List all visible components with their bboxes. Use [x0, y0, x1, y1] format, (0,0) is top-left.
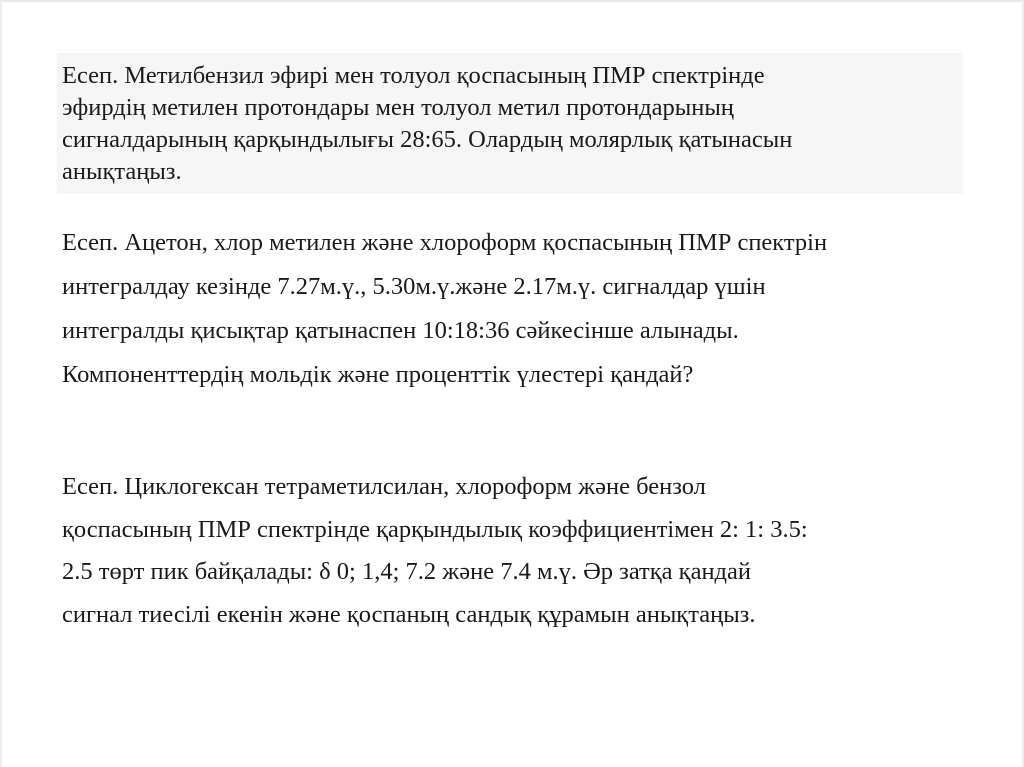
problem-3: [62, 466, 808, 636]
problem-1-line-3: сигналдарының қарқындылығы 28:65. Олардың молярлық қатынасын: [62, 126, 793, 153]
problem-3-line-1: Есеп. Циклогексан тетраметилсилан, хлороформ және бензол: [62, 473, 706, 500]
problem-1-line-2: эфирдің метилен протондары мен толуол метил протондарының: [62, 94, 734, 121]
problem-1-line-4: анықтаңыз.: [62, 158, 182, 185]
problem-2: [62, 221, 827, 397]
problem-2-line-1: Есеп. Ацетон, хлор метилен және хлороформ қоспасының ПМР спектрін: [62, 229, 828, 256]
problem-3-line-4: сигнал тиесілі екенін және қоспаның сандық құрамын анықтаңыз.: [62, 600, 756, 628]
problem-2-line-4: Компоненттердің мольдік және проценттік үлестері қандай?: [62, 361, 694, 388]
slide-border-top: [0, 0, 1024, 2]
problem-2-line-3: интегралды қисықтар қатынаспен 10:18:36 сәйкесінше алынады.: [62, 317, 739, 344]
problem-3-line-2: қоспасының ПМР спектрінде қарқындылық коэффициентімен 2: 1: 3.5:: [62, 515, 808, 543]
problem-3-line-3: 2.5 төрт пик байқалады: δ 0; 1,4; 7.2 және 7.4 м.ү. Әр затқа қандай: [62, 558, 752, 585]
problem-1-line-1: Есеп. Метилбензил эфирі мен толуол қоспасының ПМР спектрінде: [62, 62, 765, 89]
slide-border-left: [0, 0, 2, 767]
problem-2-line-2: интегралдау кезінде 7.27м.ү., 5.30м.ү.және 2.17м.ү. сигналдар үшін: [62, 273, 766, 300]
problem-1: [57, 53, 963, 194]
